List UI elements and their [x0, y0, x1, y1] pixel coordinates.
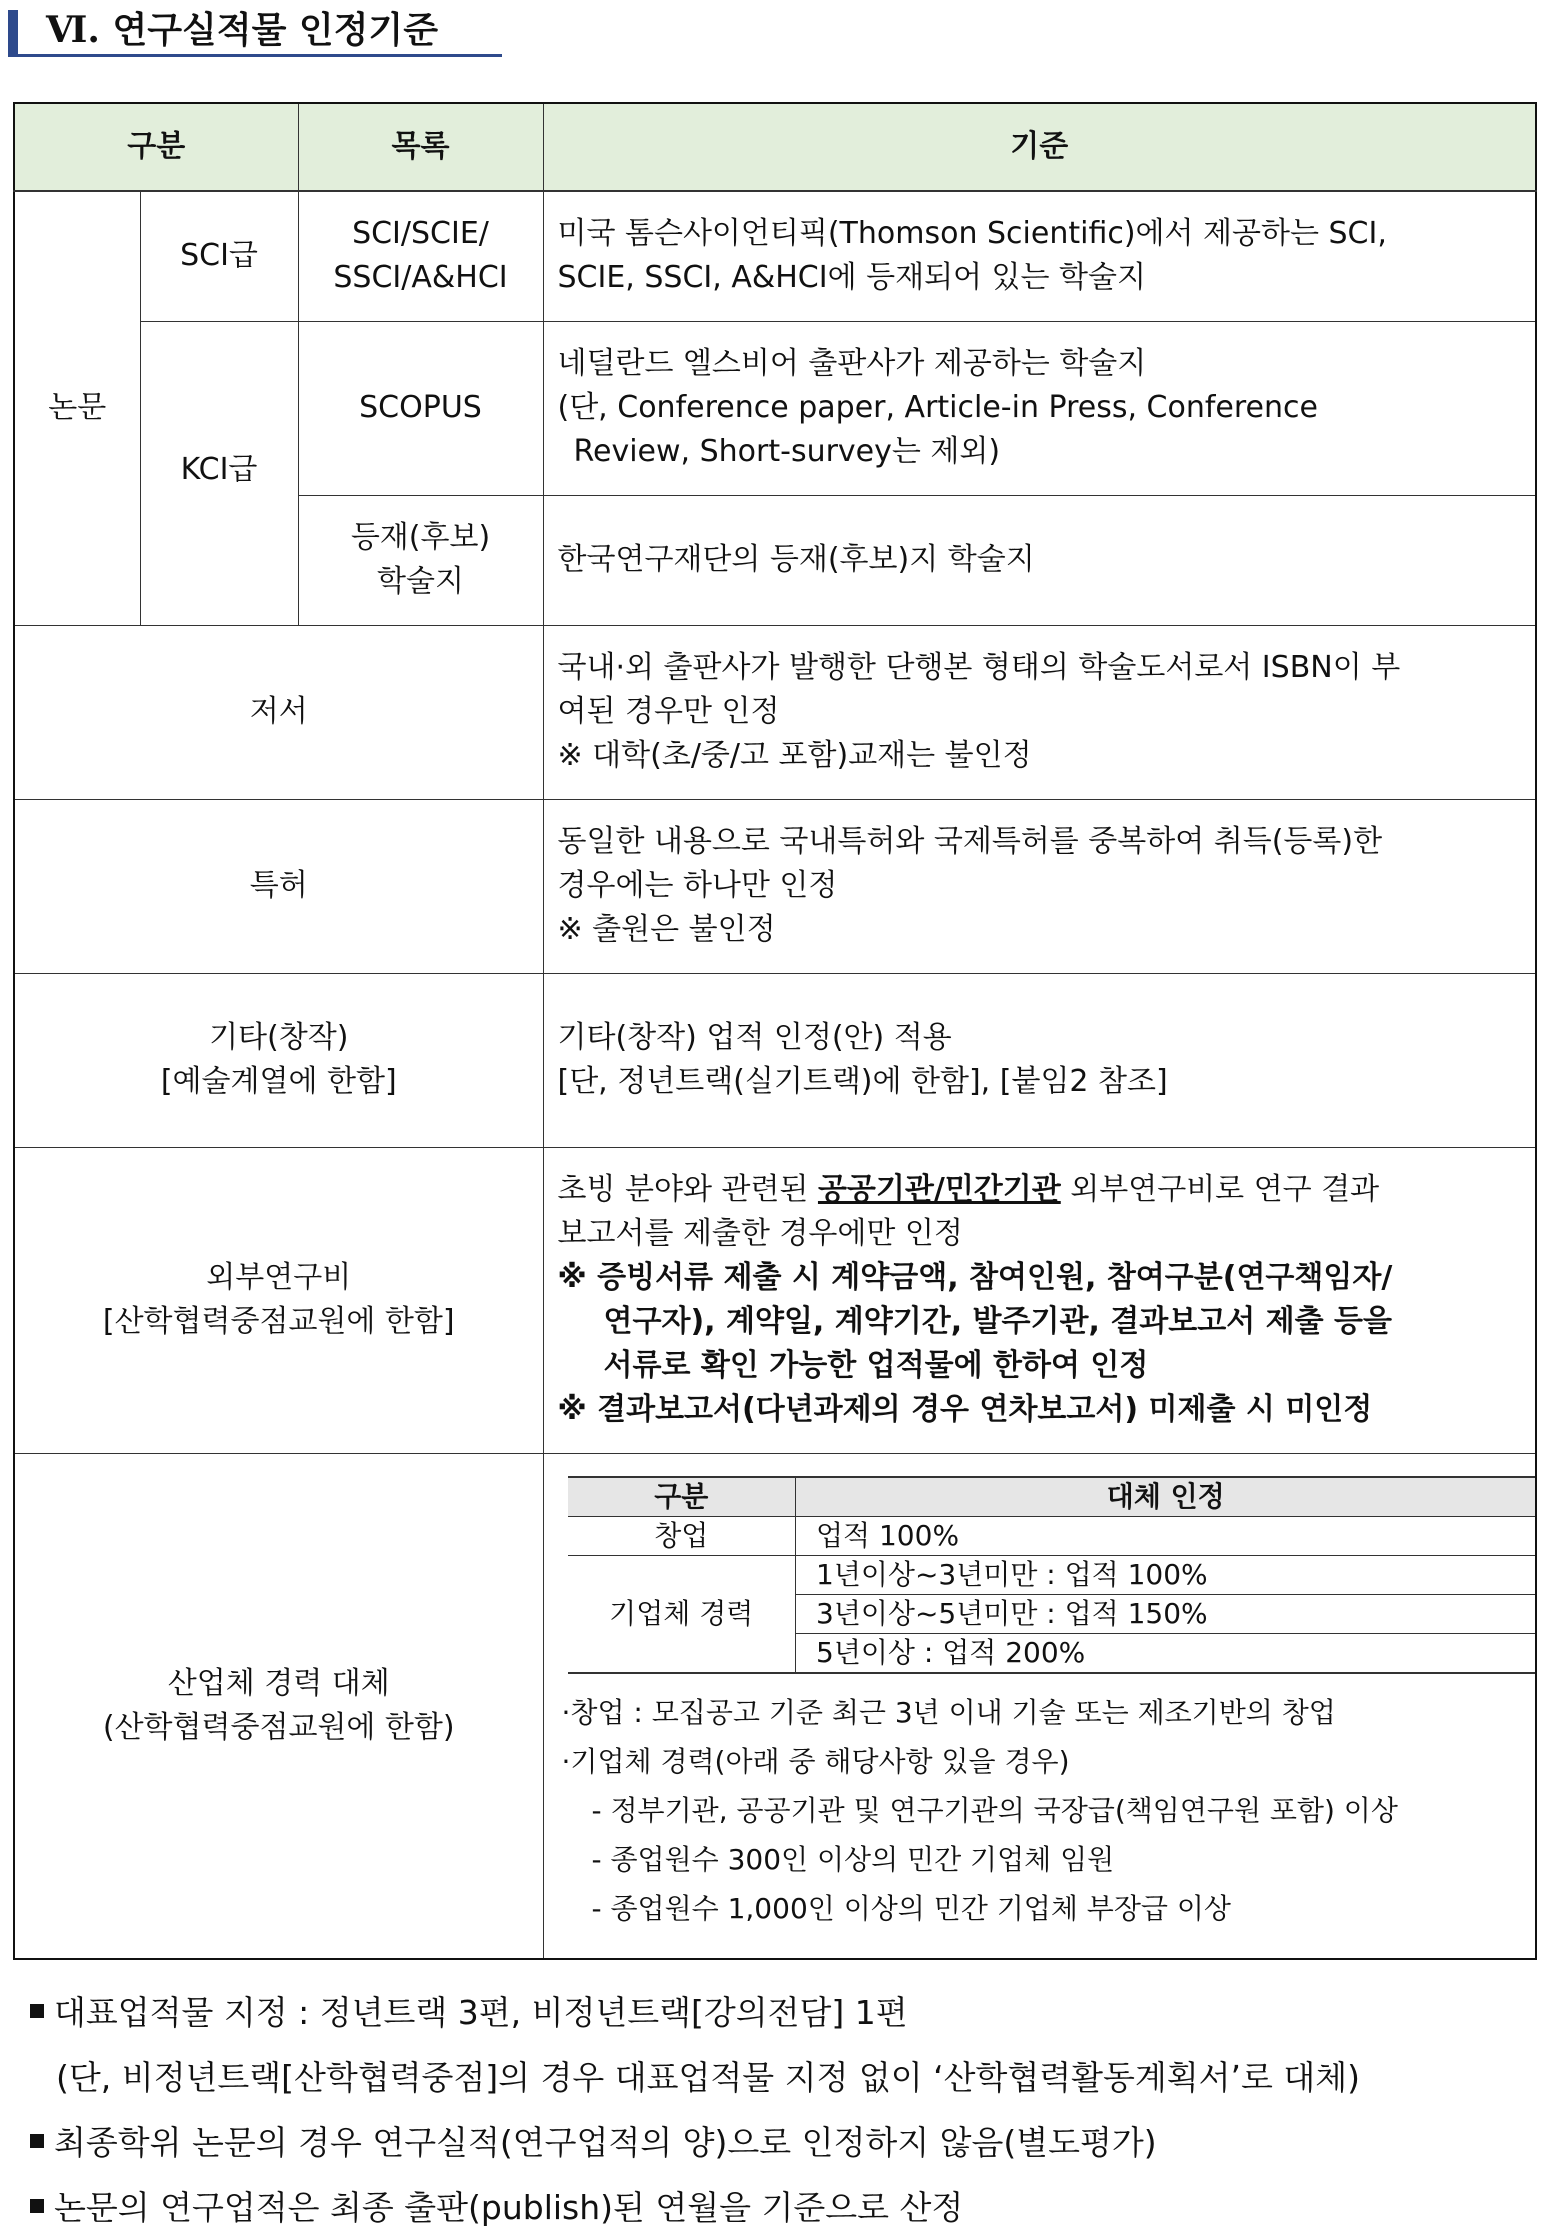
- inner-header-category: 구분: [568, 1477, 796, 1517]
- bullet-square-icon: [30, 2004, 44, 2018]
- etc-label: 기타(창작) [예술계열에 한함]: [14, 973, 543, 1147]
- sci-list: SCI/SCIE/ SSCI/A&HCI: [298, 191, 543, 321]
- section-heading: [8, 4, 502, 57]
- table-row: [14, 625, 1536, 799]
- substitution-table: [568, 1476, 1536, 1674]
- heading-bar: [8, 10, 18, 54]
- startup-label: 창업: [568, 1516, 796, 1555]
- header-category: 구분: [14, 103, 298, 191]
- sci-label: SCI급: [140, 191, 298, 321]
- scopus-list: SCOPUS: [298, 321, 543, 495]
- table-header-row: [14, 103, 1536, 191]
- kci-label: KCI급: [140, 321, 298, 625]
- footnote-continuation: (단, 비정년트랙[산학협력중점]의 경우 대표업적물 지정 없이 ‘산학협력활동계획서’로 대체): [56, 2058, 1361, 2097]
- table-row: [14, 191, 1536, 321]
- footnotes: [30, 1980, 1550, 2240]
- book-criteria: 국내·외 출판사가 발행한 단행본 형태의 학술도서로서 ISBN이 부 여된 경우만 인정 ※ 대학(초/중/고 포함)교재는 불인정: [543, 625, 1536, 799]
- career-label: 기업체 경력: [568, 1555, 796, 1673]
- patent-criteria: 동일한 내용으로 국내특허와 국제특허를 중복하여 취득(등록)한 경우에는 하나만 인정 ※ 출원은 불인정: [543, 799, 1536, 973]
- footnote-item: 대표업적물 지정 : 정년트랙 3편, 비정년트랙[강의전담] 1편: [30, 1980, 1550, 2045]
- table-row: [568, 1516, 1536, 1555]
- footnote-item: 논문의 연구업적은 최종 출판(publish)된 연월을 기준으로 산정: [30, 2175, 1550, 2240]
- patent-label: 특허: [14, 799, 543, 973]
- registered-criteria: 한국연구재단의 등재(후보)지 학술지: [543, 495, 1536, 625]
- industry-notes: ·창업 : 모집공고 기준 최근 3년 이내 기술 또는 제조기반의 창업 ·기업체 경력(아래 중 해당사항 있을 경우) - 정부기관, 공공기관 및 연구기관의 국장급(책임연구원 포함) 이상 - 종업원수 300인 이상의 민간 기업체 임원 - 종업원수 1,000인 이상의 민간 기업체 부장급 이상: [561, 1695, 1398, 1925]
- external-label: 외부연구비 [산학협력중점교원에 한함]: [14, 1147, 543, 1453]
- bullet-square-icon: [30, 2199, 44, 2213]
- sci-criteria: 미국 톰슨사이언티픽(Thomson Scientific)에서 제공하는 SCI, SCIE, SSCI, A&HCI에 등재되어 있는 학술지: [543, 191, 1536, 321]
- section-title: Ⅵ. 연구실적물 인정기준: [46, 9, 438, 51]
- paper-label: 논문: [14, 191, 140, 625]
- inner-header-substitution: 대체 인정: [796, 1477, 1536, 1517]
- criteria-table: [13, 102, 1537, 1960]
- table-row: [14, 321, 1536, 495]
- footnote-item: 최종학위 논문의 경우 연구실적(연구업적의 양)으로 인정하지 않음(별도평가): [30, 2110, 1550, 2175]
- table-row: [14, 1147, 1536, 1453]
- industry-criteria: [543, 1453, 1536, 1959]
- career-row-3: 5년이상 : 업적 200%: [816, 1635, 1086, 1669]
- table-row: [14, 799, 1536, 973]
- table-row: [14, 1453, 1536, 1959]
- header-criteria: 기준: [543, 103, 1536, 191]
- external-criteria: 초빙 분야와 관련된 공공기관/민간기관 외부연구비로 연구 결과 보고서를 제출한 경우에만 인정 ※ 증빙서류 제출 시 계약금액, 참여인원, 참여구분(연구책임자/ 연구자), 계약일, 계약기간, 발주기관, 결과보고서 제출 등을 서류로 확인 가능한 업적물에 한하여 인정 ※ 결과보고서(다년과제의 경우 연차보고서) 미제출 시 미인정: [543, 1147, 1536, 1453]
- header-list: 목록: [298, 103, 543, 191]
- registered-list: 등재(후보) 학술지: [298, 495, 543, 625]
- career-row-2: 3년이상~5년미만 : 업적 150%: [796, 1594, 1536, 1633]
- etc-criteria: 기타(창작) 업적 인정(안) 적용 [단, 정년트랙(실기트랙)에 한함], [붙임2 참조]: [543, 973, 1536, 1147]
- table-row: [14, 973, 1536, 1147]
- bullet-square-icon: [30, 2134, 44, 2148]
- table-row: [568, 1555, 1536, 1594]
- book-label: 저서: [14, 625, 543, 799]
- institution-underlined: 공공기관/민간기관: [817, 1172, 1061, 1207]
- startup-value: 업적 100%: [796, 1516, 1536, 1555]
- scopus-criteria: 네덜란드 엘스비어 출판사가 제공하는 학술지 (단, Conference paper, Article-in Press, Conference Review, Short-survey는 제외): [543, 321, 1536, 495]
- industry-label: 산업체 경력 대체 (산학협력중점교원에 한함): [14, 1453, 543, 1959]
- career-row-1: 1년이상~3년미만 : 업적 100%: [796, 1555, 1536, 1594]
